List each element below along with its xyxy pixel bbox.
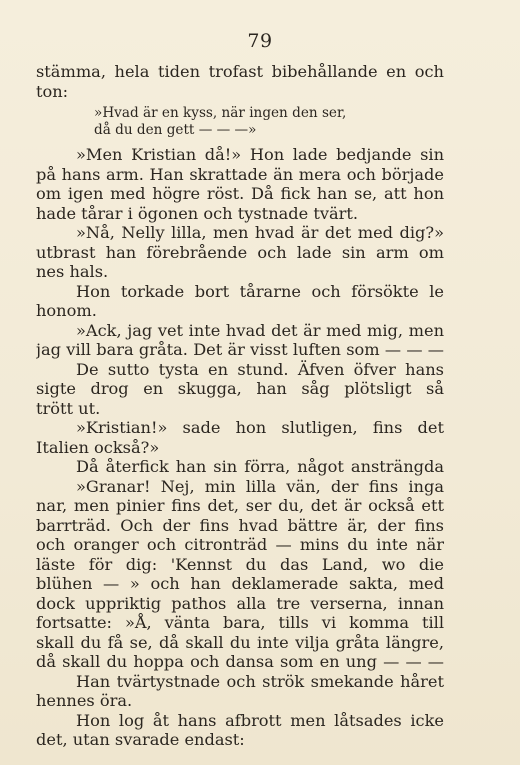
text-line: hennes öra.	[36, 691, 133, 710]
text-line: nes hals.	[36, 262, 109, 281]
verse-line: »Hvad är en kyss, när ingen den ser,	[94, 105, 347, 121]
text-line: då skall du hoppa och dansa som en ung — — —	[36, 652, 444, 671]
text-line: nar, men pinier fins det, ser du, det är också ett	[36, 496, 444, 515]
text-line: »Granar! Nej, min lilla vän, der fins inga	[76, 476, 444, 496]
verse-quote	[36, 105, 444, 139]
text-line: »Nå, Nelly lilla, men hvad är det med dig?»	[76, 223, 444, 242]
text-line: blühen — » och han deklamerade sakta, med	[36, 574, 444, 593]
text-line: Hon torkade bort tårarne och försökte le	[76, 281, 444, 301]
text-line: Italien också?»	[36, 437, 160, 457]
text-line: ton:	[36, 81, 69, 101]
text-line: det, utan svarade endast:	[36, 730, 245, 749]
text-line: hade tårar i ögonen och tystnade tvärt.	[36, 203, 359, 223]
text-line: på hans arm. Han skrattade än mera och började	[36, 164, 444, 184]
text-line: De sutto tysta en stund. Äfven öfver hans	[76, 359, 444, 379]
text-line: barrträd. Och der fins hvad bättre är, der fins	[36, 515, 444, 535]
text-line: läste för dig: 'Kennst du das Land, wo die	[36, 554, 444, 574]
text-line: skall du få se, då skall du inte vilja gråta längre,	[36, 632, 444, 652]
page-text	[36, 62, 444, 750]
text-line: om igen med högre röst. Då fick han se, att hon	[36, 184, 444, 203]
text-line: stämma, hela tiden trofast bibehållande en och	[36, 62, 444, 81]
text-line: Han tvärtystnade och strök smekande håret	[76, 671, 444, 691]
intro-paragraph	[36, 62, 444, 101]
text-line: fortsatte: »Å, vänta bara, tills vi komma till	[36, 613, 444, 632]
text-line: dock uppriktig pathos alla tre verserna, innan	[36, 593, 444, 613]
text-line: Då återfick han sin förra, något ansträngda	[76, 457, 444, 476]
text-line: Hon log åt hans afbrott men låtsades icke	[76, 710, 444, 730]
text-line: honom.	[36, 301, 97, 320]
page-number: 79	[247, 30, 273, 52]
text-line: utbrast han förebrående och lade sin arm om	[36, 242, 444, 262]
text-line: sigte drog en skugga, han såg plötsligt så	[36, 379, 444, 398]
text-line: »Men Kristian då!» Hon lade bedjande sin	[76, 145, 444, 164]
verse-line: då du den gett — — —»	[94, 122, 257, 138]
text-line: och oranger och citronträd — mins du inte när	[36, 535, 444, 554]
body-text	[36, 145, 444, 750]
text-line: »Kristian!» sade hon slutligen, fins det	[76, 418, 444, 437]
text-line: trött ut.	[36, 398, 101, 418]
text-line: »Ack, jag vet inte hvad det är med mig, men	[76, 320, 444, 340]
text-line: jag vill bara gråta. Det är visst luften som — — —	[36, 340, 444, 359]
